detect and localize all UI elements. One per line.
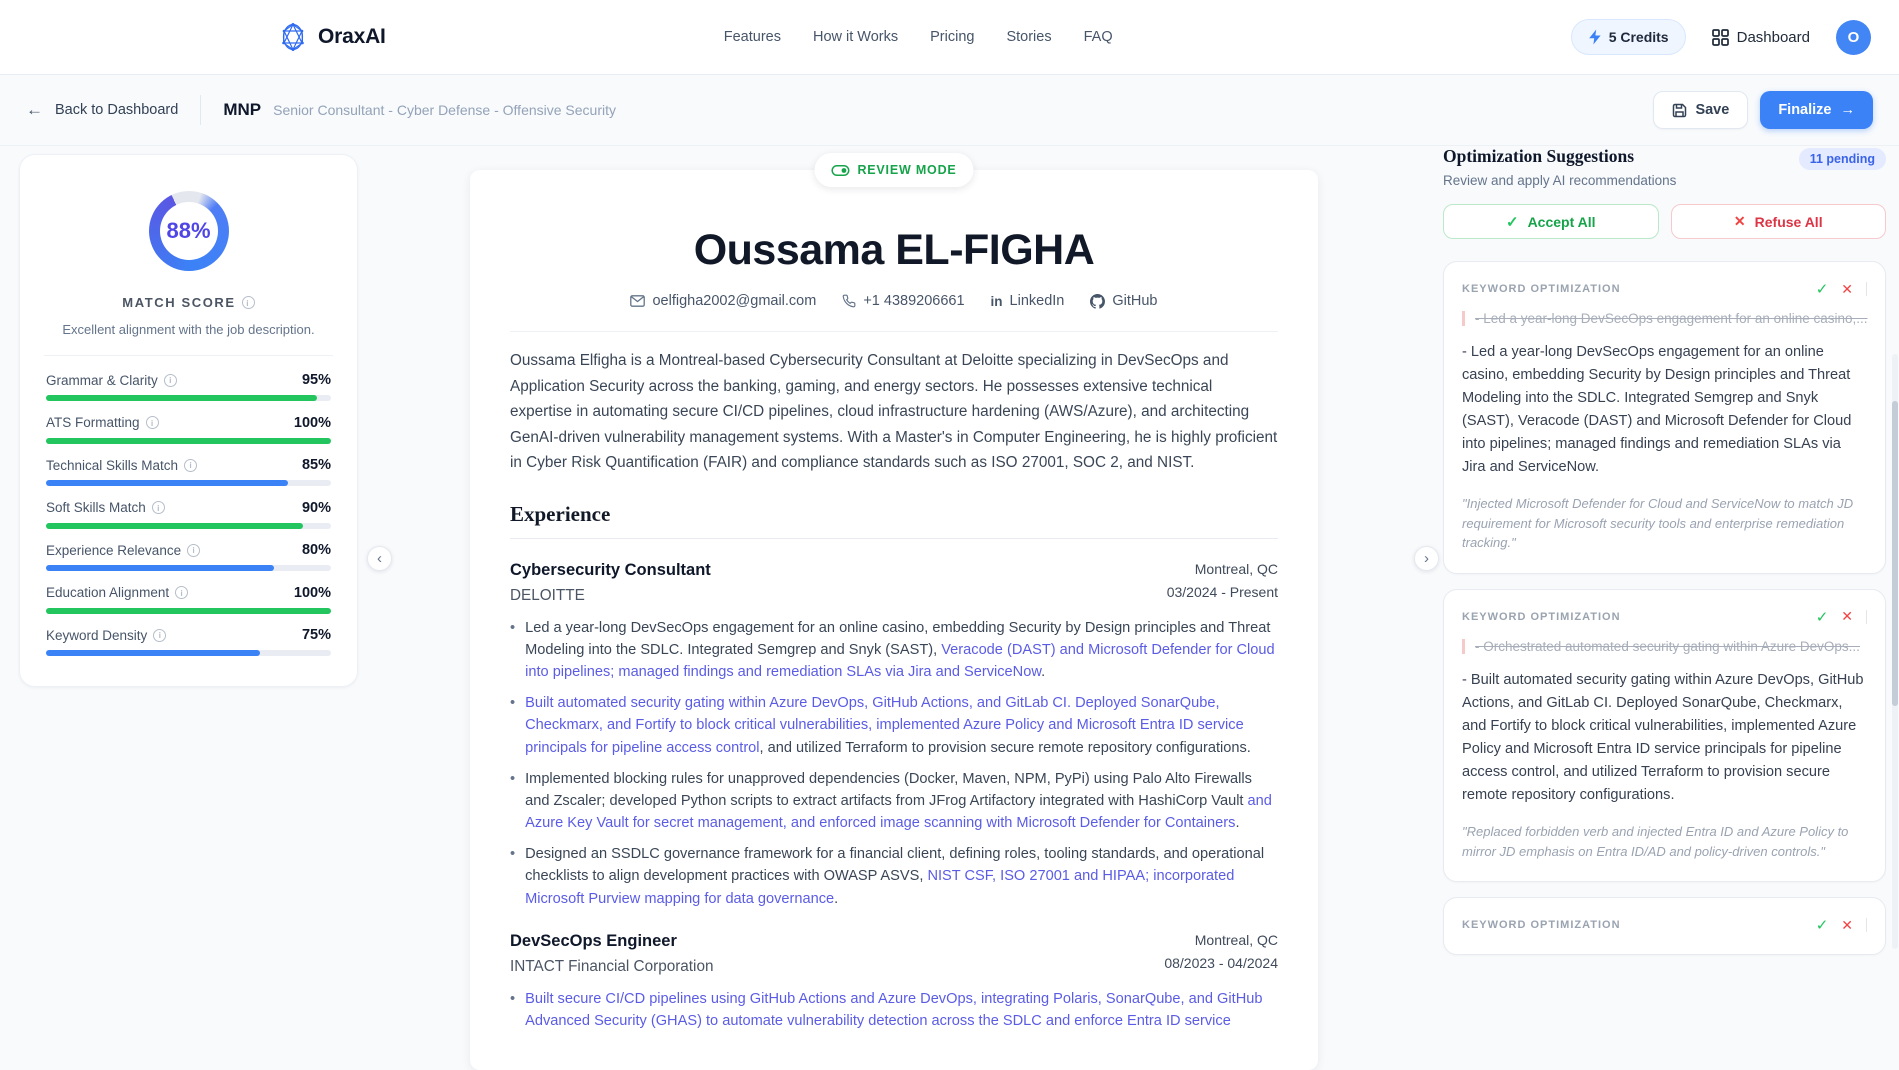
metric-label: Keyword Density i bbox=[46, 628, 166, 643]
ai-rationale-note: "Replaced forbidden verb and injected Entra ID and Azure Policy to mirror JD emphasis on Entra ID/AD and policy-driven controls." bbox=[1462, 824, 1849, 859]
metric-label: Experience Relevance i bbox=[46, 543, 200, 558]
job-entry bbox=[510, 932, 1278, 1032]
metric-value: 90% bbox=[301, 499, 331, 516]
accept-suggestion-icon[interactable]: ✓ bbox=[1815, 917, 1829, 935]
contact-row bbox=[510, 293, 1278, 309]
phone-value: +1 4389206661 bbox=[863, 293, 965, 309]
phone-icon bbox=[842, 294, 856, 308]
metric-row bbox=[46, 457, 331, 486]
metric-label: Soft Skills Match i bbox=[46, 500, 165, 515]
experience-heading: Experience bbox=[510, 501, 611, 526]
x-icon: ✕ bbox=[1733, 213, 1746, 229]
metric-row bbox=[46, 585, 331, 614]
bullet-text bbox=[525, 617, 1278, 684]
suggestion-card bbox=[1443, 897, 1886, 955]
job-company: INTACT Financial Corporation bbox=[510, 957, 714, 975]
review-mode-label: REVIEW MODE bbox=[857, 163, 957, 177]
experience-list bbox=[510, 561, 1278, 1032]
job-location: Montreal, QC bbox=[1194, 560, 1278, 577]
metric-bar-track bbox=[46, 480, 331, 486]
finalize-label: Finalize bbox=[1778, 102, 1832, 118]
bullet-text bbox=[525, 768, 1278, 835]
refuse-suggestion-icon[interactable]: ✕ bbox=[1841, 916, 1853, 933]
info-icon[interactable]: i bbox=[152, 501, 165, 514]
divider bbox=[1866, 918, 1867, 932]
match-score-value: 88% bbox=[166, 218, 211, 243]
phone-contact[interactable] bbox=[842, 293, 964, 309]
email-value: oelfigha2002@gmail.com bbox=[652, 293, 817, 309]
divider bbox=[510, 538, 1278, 539]
plain-text: Led a year-long DevSecOps engagement for an online casino, embedding Security by Design principles and Threat Modeling into the SDLC. Integrated Semgrep and Snyk (SAST), bbox=[525, 619, 1271, 658]
metric-bar-fill bbox=[46, 650, 260, 656]
metric-bar-fill bbox=[46, 438, 331, 444]
metric-row bbox=[46, 627, 331, 656]
metric-value: 85% bbox=[301, 457, 331, 473]
suggestion-cards-list bbox=[1443, 261, 1886, 955]
plain-text: . bbox=[1235, 815, 1240, 832]
metric-row bbox=[46, 500, 331, 529]
nav-links bbox=[724, 29, 1113, 45]
highlighted-text[interactable]: NIST CSF, ISO 27001 and HIPAA; incorporated Microsoft Purview mapping for data governance bbox=[525, 868, 1235, 907]
metric-value: 75% bbox=[301, 627, 331, 643]
accept-suggestion-icon[interactable]: ✓ bbox=[1815, 608, 1829, 626]
match-score-panel bbox=[19, 154, 358, 687]
toggle-icon bbox=[831, 165, 849, 176]
metric-bar-track bbox=[46, 565, 331, 571]
bullet-text bbox=[525, 692, 1278, 759]
divider bbox=[44, 355, 333, 356]
plain-text: . bbox=[834, 890, 839, 907]
bullet-item bbox=[510, 617, 1278, 684]
refuse-all-button[interactable] bbox=[1671, 204, 1887, 239]
check-icon: ✓ bbox=[1505, 213, 1519, 231]
suggestion-category: KEYWORD OPTIMIZATION bbox=[1462, 283, 1621, 295]
plain-text: Designed an SSDLC governance framework for a financial client, defining roles, tooling standards, and operational checklists to align development practices with OWASP ASVS, bbox=[525, 846, 1265, 885]
job-company: DELOITTE bbox=[510, 586, 585, 604]
github-label: GitHub bbox=[1112, 293, 1158, 309]
suggestion-card bbox=[1443, 261, 1886, 574]
metric-value: 100% bbox=[293, 584, 331, 601]
metric-label: Education Alignment i bbox=[46, 585, 188, 600]
info-icon[interactable]: i bbox=[153, 629, 166, 642]
metric-bar-fill bbox=[46, 608, 331, 614]
info-icon[interactable]: i bbox=[164, 374, 177, 387]
nav-link-features[interactable]: Features bbox=[723, 29, 781, 45]
nav-link-faq[interactable]: FAQ bbox=[1083, 29, 1113, 45]
metric-row bbox=[46, 542, 331, 571]
bullet-item bbox=[510, 692, 1278, 759]
bullet-dot-icon: • bbox=[510, 846, 516, 863]
project-subtitle: Senior Consultant - Cyber Defense - Offensive Security bbox=[273, 102, 617, 118]
metric-label: Grammar & Clarity i bbox=[46, 373, 177, 388]
match-score-ring bbox=[149, 191, 229, 271]
job-dates: 08/2023 - 04/2024 bbox=[1164, 954, 1278, 971]
top-navbar bbox=[0, 0, 1899, 75]
arrow-right-icon: → bbox=[1840, 102, 1855, 118]
suggested-text: - Led a year-long DevSecOps engagement for an online casino, embedding Security by Design principles and Threat Modeling into the SDLC. Integrated Semgrep and Snyk (SAST), Veracode (DAST) and Microsoft Defender for Cloud into pipelines; managed findings and remediation SLAs via Jira and ServiceNow. bbox=[1462, 344, 1852, 476]
metric-bar-fill bbox=[46, 565, 274, 571]
metric-value: 80% bbox=[301, 542, 331, 558]
divider bbox=[1866, 610, 1867, 624]
ai-rationale-note: "Injected Microsoft Defender for Cloud and ServiceNow to match JD requirement for Microsoft security tools and enterprise remediation tracking." bbox=[1462, 496, 1854, 551]
suggestion-category: KEYWORD OPTIMIZATION bbox=[1462, 610, 1621, 623]
bullet-text bbox=[525, 988, 1278, 1032]
original-text: - Orchestrated automated security gating within Azure DevOps... bbox=[1462, 639, 1867, 654]
subheader bbox=[0, 75, 1899, 146]
collapse-right-panel-button[interactable]: › bbox=[1414, 546, 1439, 571]
github-icon bbox=[1090, 294, 1105, 309]
metric-value: 100% bbox=[293, 414, 331, 431]
plain-text: , and utilized Terraform to provision secure remote repository configurations. bbox=[759, 739, 1251, 756]
project-name: MNP bbox=[223, 100, 262, 119]
save-button[interactable] bbox=[1653, 91, 1748, 129]
metric-row bbox=[46, 415, 331, 444]
accept-suggestion-icon[interactable]: ✓ bbox=[1815, 281, 1829, 298]
collapse-left-panel-button[interactable]: ‹ bbox=[367, 546, 392, 571]
email-contact[interactable] bbox=[630, 293, 816, 309]
info-icon[interactable]: i bbox=[175, 586, 188, 599]
divider bbox=[1866, 282, 1867, 296]
match-score-caption: Excellent alignment with the job description. bbox=[62, 322, 315, 337]
job-header bbox=[510, 561, 1278, 605]
linkedin-label: LinkedIn bbox=[1009, 293, 1065, 309]
job-location: Montreal, QC bbox=[1194, 931, 1278, 948]
metric-row bbox=[46, 372, 331, 401]
original-text: - Led a year-long DevSecOps engagement for an online casino,... bbox=[1462, 311, 1867, 326]
metric-bar-track bbox=[46, 395, 331, 401]
job-bullets bbox=[510, 988, 1278, 1032]
save-icon bbox=[1672, 103, 1687, 118]
main-area bbox=[0, 146, 1899, 1029]
resume-preview bbox=[470, 163, 1318, 1070]
bullet-dot-icon: • bbox=[510, 770, 516, 787]
linkedin-icon: in bbox=[990, 293, 1003, 309]
metric-bar-track bbox=[46, 608, 331, 614]
highlighted-text[interactable]: Built automated security gating within Azure DevOps, GitHub Actions, and GitLab CI. Deployed SonarQube, Checkmarx, and Fortify to block critical vulnerabilities, implemented Azure Policy and Microsoft Entra ID service principals for pipeline access control bbox=[525, 695, 1244, 756]
review-mode-badge[interactable] bbox=[814, 153, 973, 187]
bullet-item bbox=[510, 768, 1278, 835]
plain-text: . bbox=[1041, 664, 1046, 680]
job-title: DevSecOps Engineer bbox=[510, 931, 677, 950]
linkedin-link[interactable] bbox=[991, 293, 1065, 309]
finalize-button[interactable] bbox=[1760, 91, 1873, 129]
bullet-dot-icon: • bbox=[510, 619, 516, 636]
nav-link-stories[interactable]: Stories bbox=[1006, 29, 1052, 45]
resume-summary: Oussama Elfigha is a Montreal-based Cybersecurity Consultant at Deloitte specializing in DevSecOps and Application Security across the banking, gaming, and energy sectors. He possesses extensive technical expertise in automating secure CI/CD pipelines, cloud infrastructure hardening (AWS/Azure), and architecting GenAI-driven vulnerability management systems. With a Master's in Computer Engineering, he is highly proficient in Cyber Risk Quantification (FAIR) and compliance standards such as ISO 27001, SOC 2, and NIST. bbox=[510, 352, 1278, 472]
bullet-item bbox=[510, 988, 1278, 1032]
github-link[interactable] bbox=[1090, 293, 1157, 309]
plain-text: Implemented blocking rules for unapproved dependencies (Docker, Maven, NPM, PyPi) using Palo Alto Firewalls and Zscaler; developed Python scripts to extract artifacts from JFrog Artifactory integrated with HashiCorp Vault bbox=[525, 770, 1252, 809]
metric-bar-track bbox=[46, 523, 331, 529]
suggestions-subtitle: Review and apply AI recommendations bbox=[1443, 173, 1677, 188]
metric-label: Technical Skills Match i bbox=[46, 458, 197, 473]
job-entry bbox=[510, 561, 1278, 910]
bullet-dot-icon: • bbox=[510, 990, 516, 1007]
job-bullets bbox=[510, 617, 1278, 910]
accept-all-label: Accept All bbox=[1527, 213, 1596, 230]
email-icon bbox=[630, 295, 645, 307]
metric-bar-track bbox=[46, 650, 331, 656]
highlighted-text[interactable]: Veracode (DAST) and Microsoft Defender for Cloud into pipelines; managed findings and remediation SLAs via Jira and ServiceNow bbox=[525, 641, 1275, 680]
scrollbar-thumb[interactable] bbox=[1892, 401, 1898, 706]
metric-bar-track bbox=[46, 438, 331, 444]
refuse-suggestion-icon[interactable]: ✕ bbox=[1841, 280, 1853, 297]
bullet-dot-icon: • bbox=[510, 695, 516, 712]
info-icon[interactable]: i bbox=[242, 296, 255, 309]
bullet-item bbox=[510, 843, 1278, 910]
highlighted-text[interactable]: and Azure Key Vault for secret management, and enforced image scanning with Microsoft Defender for Containers bbox=[525, 792, 1272, 832]
info-icon[interactable]: i bbox=[187, 544, 200, 557]
highlighted-text[interactable]: Built secure CI/CD pipelines using GitHub Actions and Azure DevOps, integrating Polaris, SonarQube, and GitHub Advanced Security (GHAS) to automate vulnerability detection across the SDLC and enforce Entra ID service bbox=[525, 990, 1263, 1029]
accept-all-button[interactable] bbox=[1443, 204, 1659, 239]
dashboard-label: Dashboard bbox=[1736, 28, 1810, 46]
metric-bar-fill bbox=[46, 523, 303, 529]
job-header bbox=[510, 932, 1278, 976]
suggestions-panel bbox=[1443, 146, 1886, 949]
refuse-suggestion-icon[interactable]: ✕ bbox=[1841, 608, 1853, 625]
user-avatar[interactable]: O bbox=[1836, 20, 1871, 55]
credits-badge[interactable] bbox=[1571, 19, 1686, 55]
dashboard-link[interactable] bbox=[1712, 29, 1810, 46]
info-icon[interactable]: i bbox=[184, 459, 197, 472]
bullet-text bbox=[525, 843, 1278, 910]
oraxai-logo-icon bbox=[278, 22, 308, 52]
nav-link-how-it-works[interactable]: How it Works bbox=[812, 29, 899, 45]
lightning-icon bbox=[1588, 29, 1602, 45]
back-label: Back to Dashboard bbox=[55, 102, 179, 118]
match-score-label: MATCH SCORE bbox=[122, 295, 236, 310]
pending-badge: 11 pending bbox=[1799, 148, 1886, 170]
suggestion-card bbox=[1443, 589, 1886, 882]
nav-link-pricing[interactable]: Pricing bbox=[930, 29, 975, 45]
candidate-name: Oussama EL-FIGHA bbox=[693, 226, 1095, 274]
metric-bar-fill bbox=[46, 480, 288, 486]
suggestions-title: Optimization Suggestions bbox=[1443, 146, 1635, 166]
divider bbox=[510, 331, 1278, 332]
metric-bar-fill bbox=[46, 395, 317, 401]
job-dates: 03/2024 - Present bbox=[1166, 583, 1278, 600]
job-title: Cybersecurity Consultant bbox=[510, 560, 711, 579]
info-icon[interactable]: i bbox=[146, 416, 159, 429]
save-label: Save bbox=[1695, 102, 1730, 118]
grid-icon bbox=[1712, 29, 1729, 46]
suggestion-category: KEYWORD OPTIMIZATION bbox=[1462, 919, 1621, 932]
metric-label: ATS Formatting i bbox=[46, 415, 159, 430]
brand-name: OraxAI bbox=[318, 25, 386, 48]
metrics-list bbox=[46, 372, 331, 656]
back-arrow-icon: ← bbox=[26, 100, 43, 119]
refuse-all-label: Refuse All bbox=[1754, 213, 1823, 230]
brand[interactable] bbox=[278, 22, 386, 52]
suggested-text: - Built automated security gating within Azure DevOps, GitHub Actions, and GitLab CI. Deployed SonarQube, Checkmarx, and Fortify to block critical vulnerabilities, implemented Azure Policy and Microsoft Entra ID service principals for pipeline access control, and utilized Terraform to provision secure remote repository configurations. bbox=[1462, 671, 1864, 804]
divider bbox=[200, 95, 201, 125]
metric-value: 95% bbox=[301, 372, 331, 388]
back-to-dashboard-link[interactable] bbox=[26, 100, 178, 120]
credits-label: 5 Credits bbox=[1608, 29, 1669, 45]
